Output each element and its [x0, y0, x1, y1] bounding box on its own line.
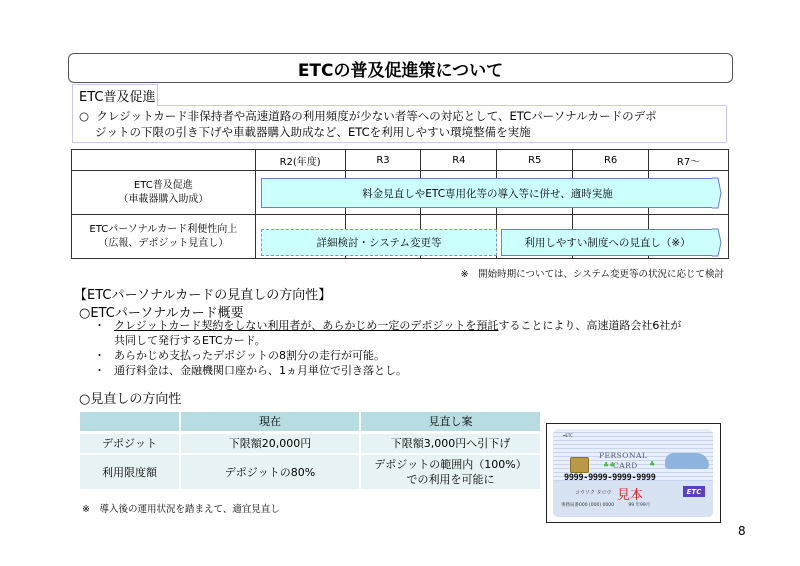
row-label-line2: （車載器購入助成）	[118, 193, 209, 205]
bullet-underlined-text: クレジットカード契約をしない利用者が、あらかじめ一定のデポジットを預託	[114, 319, 499, 332]
summary-line-1	[79, 108, 720, 124]
direction-heading: ○見直しの方向性	[79, 392, 182, 407]
current-value: デポジットの80%	[180, 454, 360, 490]
card-expiry: 99 年99月	[628, 503, 651, 508]
car-icon	[665, 453, 709, 469]
header-r3: R3	[345, 150, 421, 171]
header-proposal: 見直し案	[360, 412, 540, 432]
etc-personal-card-image	[546, 423, 721, 523]
header-r4: R4	[421, 150, 497, 171]
summary-text-1: クレジットカード非保持者や高速道路の利用頻度が少ない者等への対応として、ETCパーソナルカードのデポ	[96, 109, 657, 123]
bullet-item	[94, 363, 734, 378]
overview-heading: ○ETCパーソナルカード概要	[79, 306, 244, 321]
bullet-item	[94, 348, 734, 363]
row-label-personal-card	[72, 215, 256, 259]
proposal-value	[360, 454, 540, 490]
header-r6: R6	[573, 150, 649, 171]
card-number: 9999-9999-9999-9999	[564, 473, 656, 483]
card-brand-line1: PERSONAL	[599, 451, 648, 460]
comparison-header-row	[80, 412, 540, 432]
bullet-text: あらかじめ支払ったデポジットの8割分の走行が可能。	[114, 349, 385, 362]
bar-text: 利用しやすい制度への見直し（※）	[524, 237, 691, 249]
card-office-number: 事務局番000 (000) 0000	[561, 503, 615, 508]
comparison-row-limit	[80, 454, 540, 490]
proposal-line1: デポジットの範囲内（100%）	[374, 458, 527, 471]
sample-mark: 見本	[617, 488, 644, 503]
bullet-text: 通行料金は、金融機関口座から、1ヵ月単位で引き落とし。	[114, 364, 407, 377]
bullet-text-line2: 共同して発行するETCカード。	[114, 334, 266, 347]
comparison-row-deposit	[80, 432, 540, 454]
proposal-value: 下限額3,000円へ引下げ	[360, 432, 540, 454]
page-title: ETCの普及促進策について	[68, 53, 733, 83]
bullet-item	[94, 318, 734, 348]
schedule-header-row	[72, 150, 729, 171]
card-face	[553, 429, 713, 517]
ic-chip-icon	[570, 457, 589, 473]
card-top-mark: ━ETC	[563, 433, 573, 438]
card-bottom-text	[561, 502, 650, 508]
bullet-dot: ・	[94, 349, 105, 362]
bar-text: 詳細検討・システム変更等	[316, 237, 442, 249]
bar-text: 料金見直しやETC専用化等の導入等に併せ、適時実施	[362, 187, 613, 200]
row-label-promotion	[72, 171, 256, 215]
row-label-line1: ETC普及促進	[133, 179, 193, 191]
timeline-bar-study	[261, 229, 497, 256]
comparison-table	[80, 412, 540, 491]
overview-bullets	[94, 318, 734, 378]
header-r7: R7～	[649, 150, 729, 171]
row-label-line2: （広報、デポジット見直し）	[98, 237, 229, 249]
proposal-line2: での利用を可能に	[406, 473, 495, 486]
header-blank	[72, 150, 256, 171]
summary-line-2: ジットの下限の引き下げや車載器購入助成など、ETCを利用しやすい環境整備を実施	[95, 125, 531, 139]
header-current: 現在	[180, 412, 360, 432]
etc-logo: ETC	[683, 486, 705, 497]
card-holder-name: コウソク タロウ	[575, 490, 612, 496]
row-label-line1: ETCパーソナルカード利便性向上	[89, 223, 238, 235]
bullet-text: することにより、高速道路会社6社が	[498, 319, 682, 332]
bullet-circle: ○	[79, 109, 90, 123]
arrow-tip-icon	[712, 228, 722, 257]
schedule-note: ※ 開始時期については、システム変更等の状況に応じて検討	[460, 269, 724, 280]
row-label: デポジット	[80, 432, 180, 454]
timeline-bar-revision	[501, 229, 713, 256]
section2-heading: 【ETCパーソナルカードの見直しの方向性】	[74, 288, 332, 303]
comparison-note: ※ 導入後の運用状況を踏まえて、適宜見直し	[82, 504, 280, 515]
section-tab-etc-promotion: ETC普及促進	[72, 84, 158, 106]
card-brand-line2: CARD	[613, 461, 638, 470]
bullet-dot: ・	[94, 364, 105, 377]
bullet-dot: ・	[94, 319, 105, 332]
arrow-tip-icon	[712, 177, 722, 209]
clover-icon: ♣♣	[603, 461, 616, 469]
page-number: 8	[738, 524, 746, 538]
clover-icon: ♣	[649, 460, 656, 468]
header-r2: R2(年度)	[255, 150, 345, 171]
timeline-bar-promotion	[261, 178, 713, 208]
header-r5: R5	[497, 150, 573, 171]
section-summary-box	[72, 105, 727, 143]
header-blank	[80, 412, 180, 432]
current-value: 下限額20,000円	[180, 432, 360, 454]
row-label: 利用限度額	[80, 454, 180, 490]
